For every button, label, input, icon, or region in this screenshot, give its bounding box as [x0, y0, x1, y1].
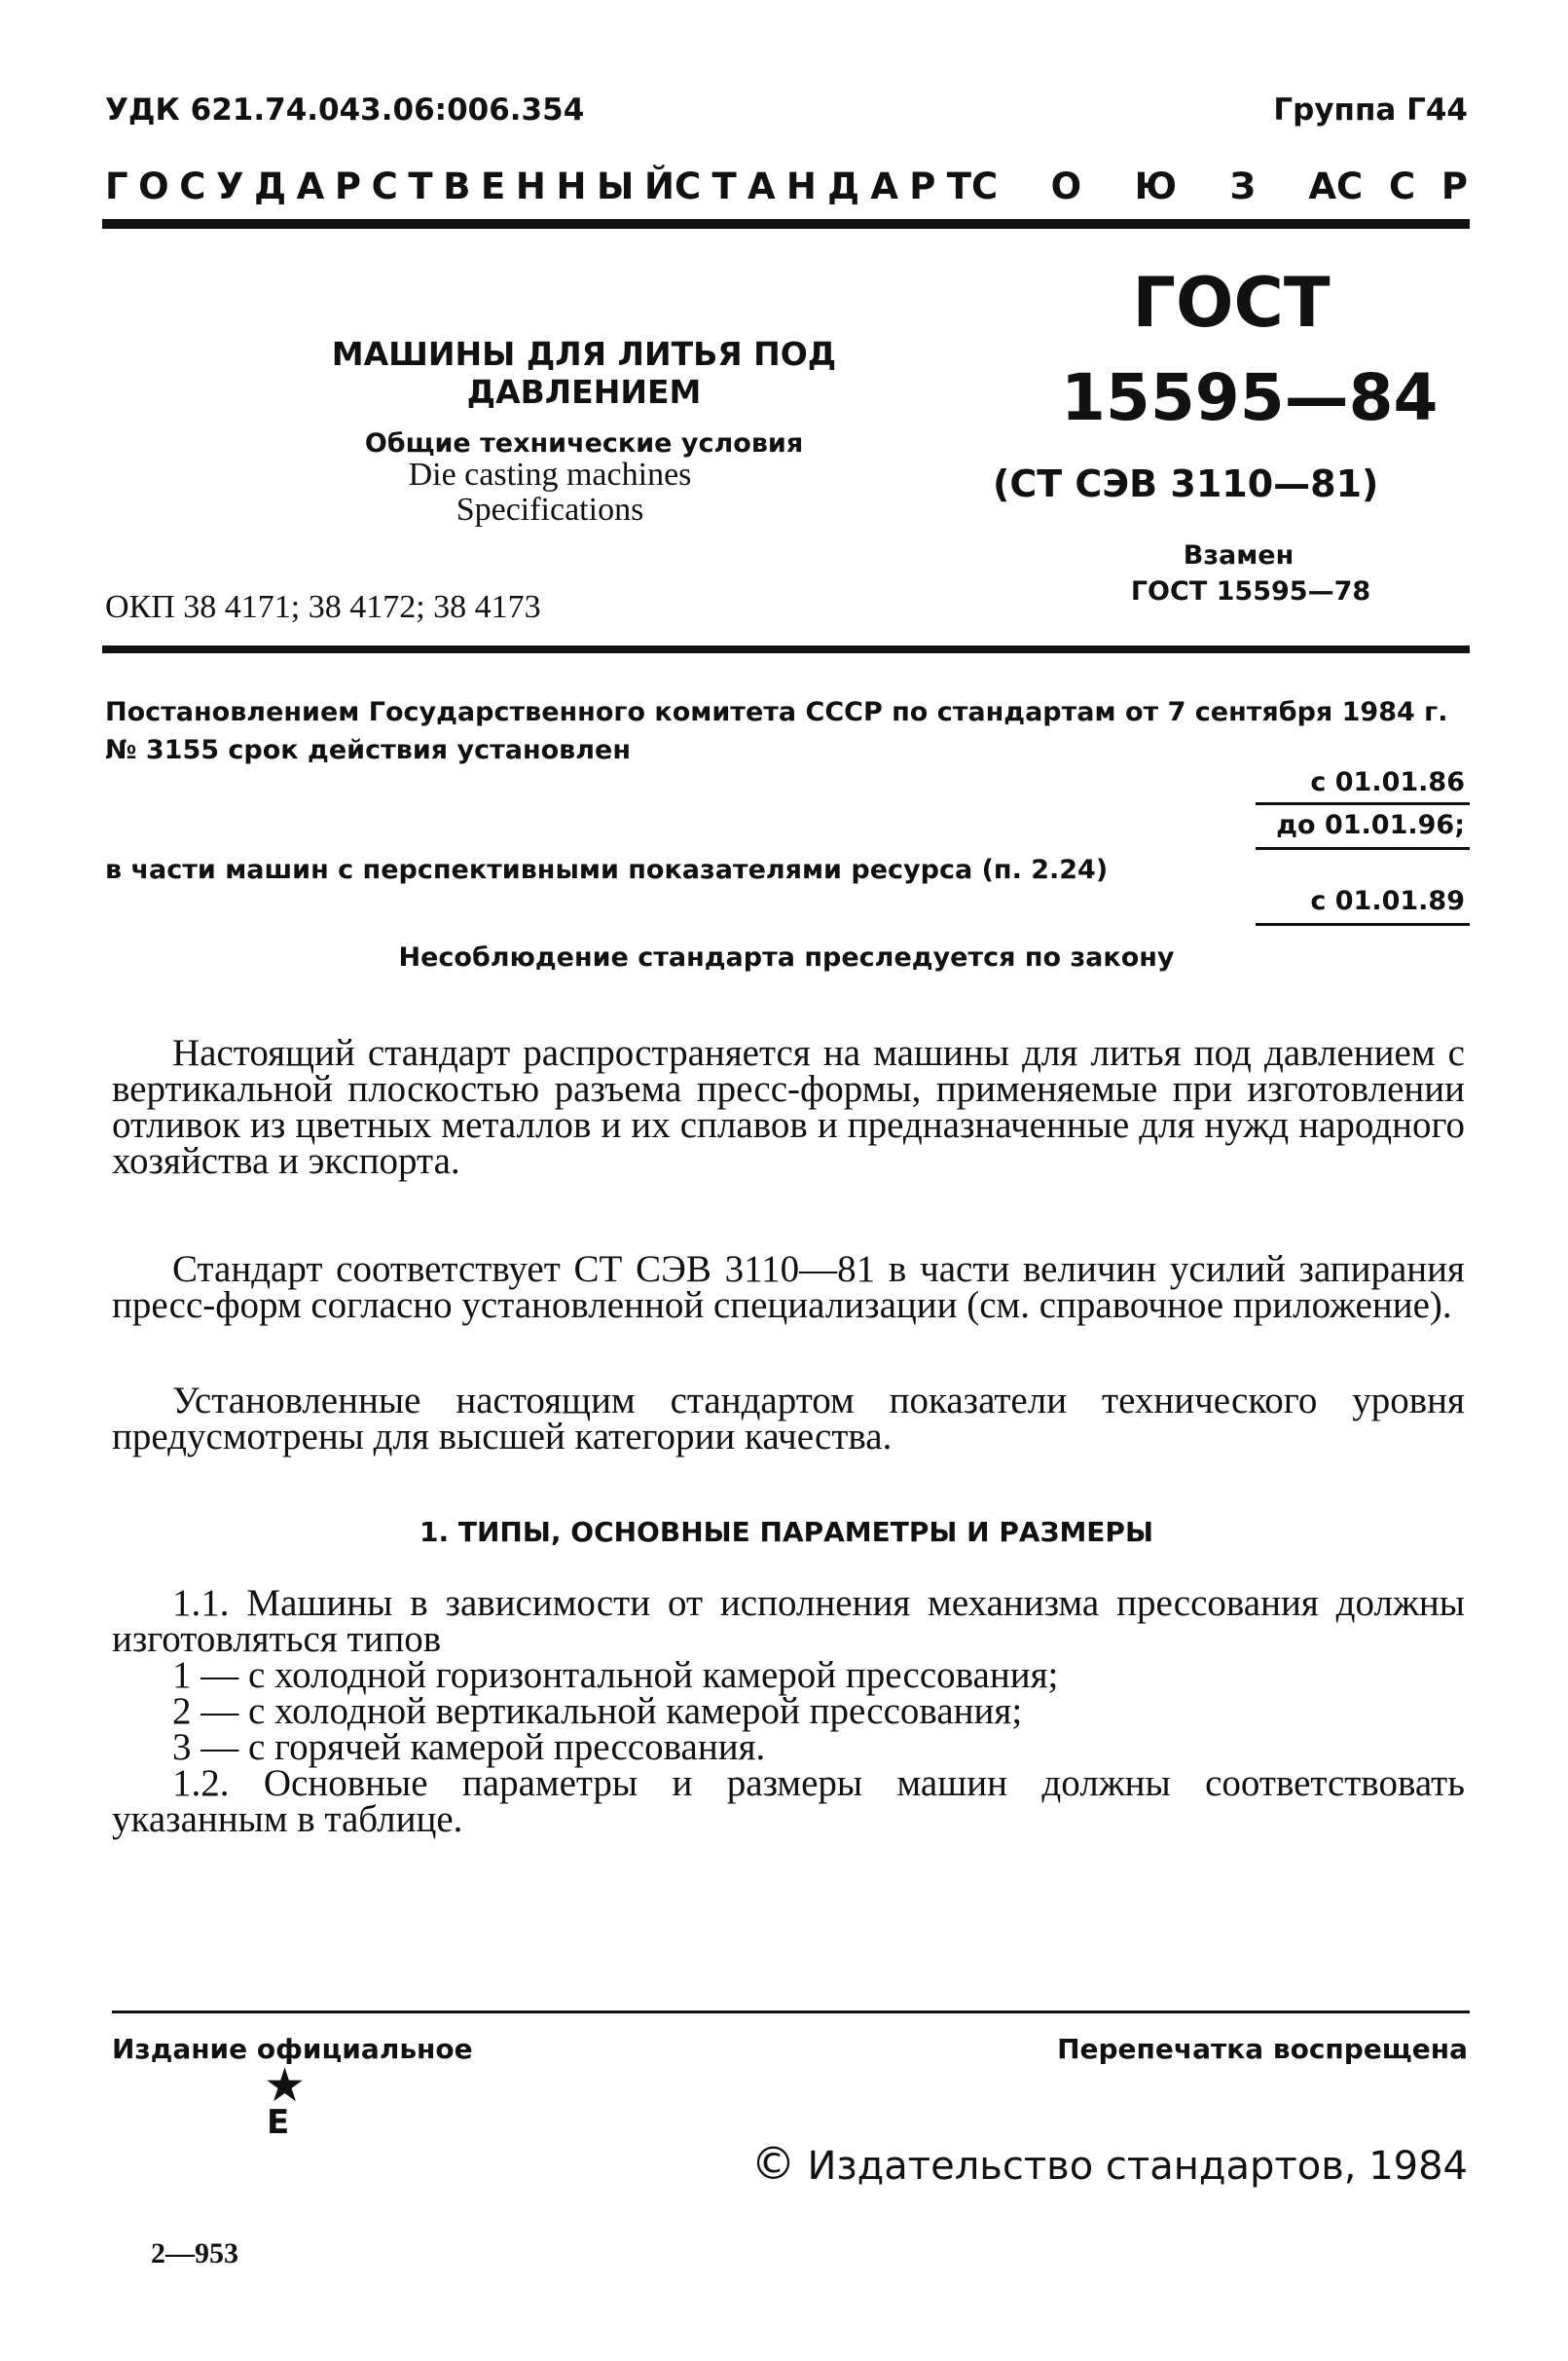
footer-rule: [112, 2011, 1470, 2013]
banner-letter: С: [179, 166, 206, 207]
banner-letter: Н: [556, 166, 587, 207]
perspective-clause: в части машин с перспективными показателями ресурса (п. 2.24): [105, 855, 1109, 885]
banner-word-4: [1336, 166, 1468, 207]
replaced-standard: ГОСТ 15595—78: [1130, 576, 1371, 607]
banner-letter: С: [675, 166, 702, 207]
header-rule: [102, 219, 1470, 229]
clause-1-2: [112, 1762, 1465, 1840]
banner-letter: Д: [254, 166, 287, 207]
document-title: МАШИНЫ ДЛЯ ЛИТЬЯ ПОД ДАВЛЕНИЕМ: [331, 335, 837, 411]
banner-letter: Й: [643, 166, 675, 207]
gost-label: ГОСТ: [1132, 263, 1331, 343]
legal-notice: Несоблюдение стандарта преследуется по закону: [398, 942, 1175, 973]
banner-letter: Р: [1440, 166, 1468, 207]
print-code: 2—953: [151, 2237, 238, 2269]
banner-letter: Р: [334, 166, 362, 207]
udc-code: УДК 621.74.043.06:006.354: [105, 92, 585, 128]
banner-letter: Г: [105, 166, 128, 207]
banner-letter: Д: [827, 166, 860, 207]
copyright-icon: ©: [750, 2137, 796, 2190]
paragraph-text: Настоящий стандарт распространяется на машины для литья под давлением с вертикальной плоскостью разъема пресс-формы, применяемые при изготовлении отливок из цветных металлов и их сплавов и предназначенные для нужд народного хозяйства и экспорта.: [112, 1032, 1465, 1182]
banner-letter: О: [138, 166, 169, 207]
banner-letter: Ы: [597, 166, 635, 207]
paragraph-text: 1.1. Машины в зависимости от исполнения механизма прессования должны изготовляться типов: [112, 1582, 1465, 1660]
banner-word-1: [105, 166, 675, 207]
list-item: 3 — с горячей камерой прессования.: [172, 1726, 766, 1768]
english-title-line-1: Die casting machines: [408, 457, 692, 493]
title-block: [224, 335, 944, 459]
okp-codes: ОКП 38 4171; 38 4172; 38 4173: [105, 589, 541, 625]
banner-letter: А: [870, 166, 899, 207]
clause-1-1: [112, 1582, 1465, 1660]
title-rule: [102, 646, 1470, 653]
effective-date-to: до 01.01.96;: [1276, 810, 1465, 840]
decree-text: Постановлением Государственного комитета СССР по стандартам от 7 сентября 1984 г. № 3155 срок действия установлен: [105, 697, 1448, 765]
banner-letter: З: [1229, 166, 1256, 207]
replaces-label: Взамен: [1183, 540, 1295, 571]
publisher-line: [750, 2137, 1468, 2190]
paragraph-text: 1.2. Основные параметры и размеры машин должны соответствовать указанным в таблице.: [112, 1762, 1465, 1840]
banner-letter: Ю: [1134, 166, 1178, 207]
banner-letter: А: [1308, 166, 1336, 207]
effective-date-from: с 01.01.86: [1310, 767, 1465, 797]
intro-paragraph-2: [112, 1248, 1465, 1326]
banner-letter: С: [971, 166, 999, 207]
star-icon: ★: [264, 2058, 307, 2113]
stsev-reference: (СТ СЭВ 3110—81): [993, 462, 1379, 505]
reprint-prohibited-label: Перепечатка воспрещена: [1057, 2033, 1468, 2065]
english-title: [321, 458, 779, 528]
banner-letter: Н: [785, 166, 817, 207]
list-item: 1 — с холодной горизонтальной камерой прессования;: [172, 1654, 1059, 1696]
date-underline: [1256, 923, 1470, 926]
machine-types-list: [172, 1654, 1059, 1768]
banner-letter: Е: [481, 166, 506, 207]
banner-letter: У: [215, 166, 244, 207]
banner-letter: А: [747, 166, 776, 207]
state-standard-banner: [105, 166, 1468, 207]
banner-letter: Т: [408, 166, 433, 207]
english-title-line-2: Specifications: [456, 492, 644, 528]
publisher-text: Издательство стандартов, 1984: [807, 2144, 1468, 2189]
paragraph-text: Стандарт соответствует СТ СЭВ 3110—81 в части величин усилий запирания пресс-форм согласно установленной специализации (см. справочное приложение).: [112, 1248, 1465, 1326]
document-subtitle: Общие технические условия: [364, 428, 804, 459]
date-underline: [1256, 847, 1470, 850]
list-item: 2 — с холодной вертикальной камерой прессования;: [172, 1690, 1023, 1732]
group-code: Группа Г44: [1273, 92, 1468, 128]
banner-word-2: [675, 166, 971, 207]
banner-letter: С: [1336, 166, 1364, 207]
banner-letter: С: [1388, 166, 1416, 207]
banner-letter: Т: [946, 166, 971, 207]
banner-letter: С: [371, 166, 398, 207]
date-underline: [1256, 802, 1470, 805]
banner-letter: А: [296, 166, 325, 207]
perspective-date: с 01.01.89: [1310, 886, 1465, 916]
banner-letter: Н: [515, 166, 546, 207]
banner-letter: О: [1050, 166, 1082, 207]
banner-word-3: [971, 166, 1336, 207]
section-heading: 1. ТИПЫ, ОСНОВНЫЕ ПАРАМЕТРЫ И РАЗМЕРЫ: [419, 1516, 1153, 1548]
gost-number: 15595—84: [1061, 360, 1439, 435]
official-edition-label: Издание официальное: [112, 2033, 473, 2065]
paragraph-text: Установленные настоящим стандартом показатели технического уровня предусмотрены для высшей категории качества.: [112, 1380, 1465, 1457]
banner-letter: Т: [711, 166, 737, 207]
intro-paragraph-3: [112, 1380, 1465, 1457]
e-mark: Е: [267, 2103, 290, 2142]
banner-letter: Р: [909, 166, 936, 207]
banner-letter: В: [443, 166, 471, 207]
intro-paragraph-1: [112, 1032, 1465, 1182]
